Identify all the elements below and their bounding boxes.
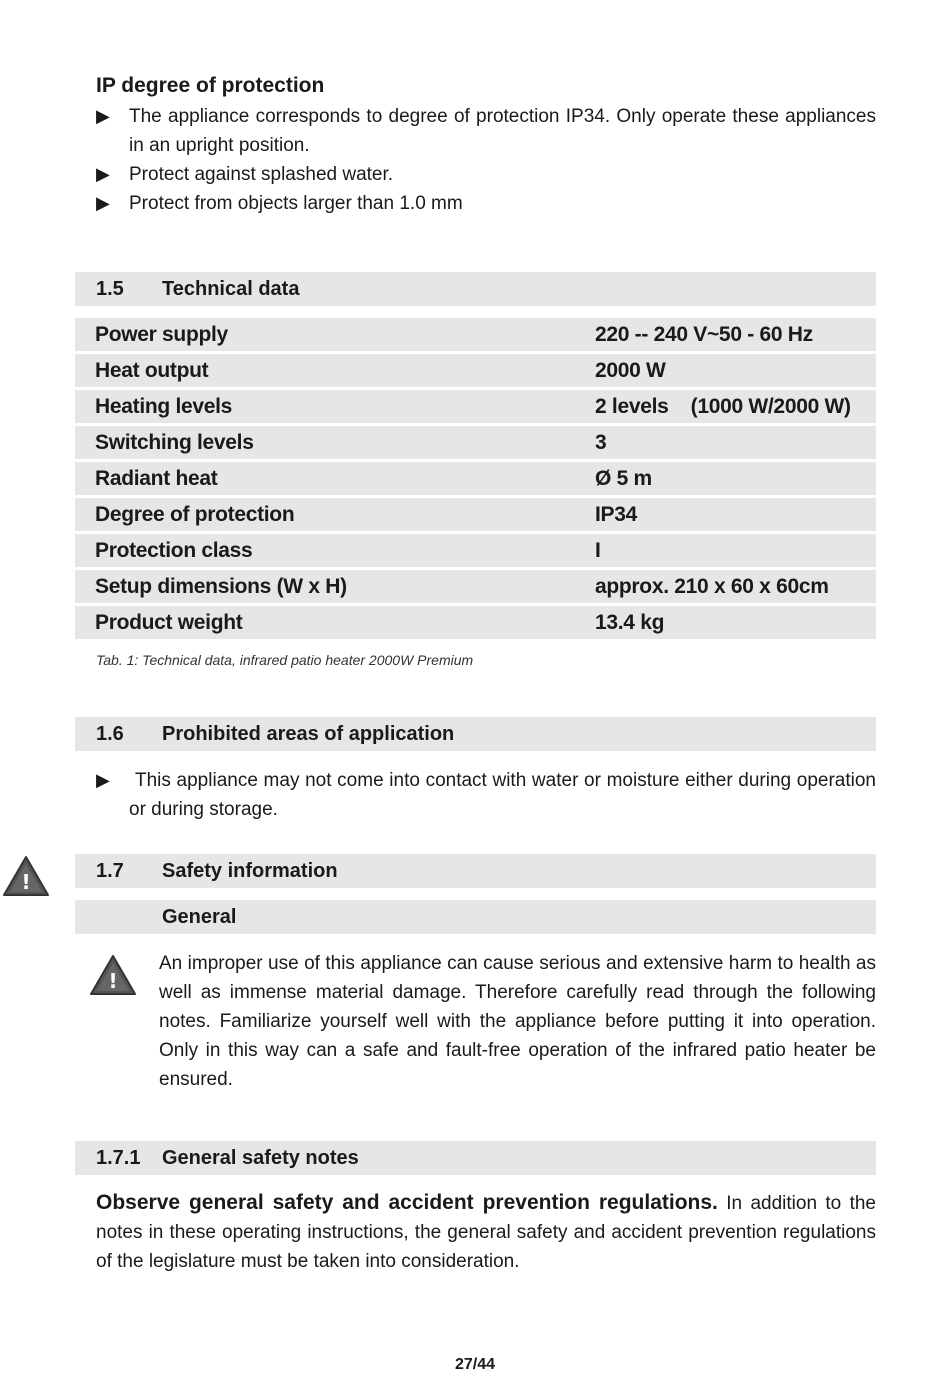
- row-value: IP34: [595, 503, 637, 526]
- arrow-right-icon: ▶: [96, 193, 110, 213]
- row-value: 13.4 kg: [595, 611, 665, 634]
- svg-text:!: !: [108, 969, 118, 993]
- arrow-right-icon: ▶: [96, 106, 110, 126]
- section-number: 1.7.1: [96, 1147, 141, 1169]
- warning-triangle-icon: [89, 954, 137, 996]
- ip-bullet-text: The appliance corresponds to degree of protection IP34. Only operate these appliances in an upright position.: [129, 106, 876, 156]
- ip-heading: IP degree of protection: [96, 74, 325, 97]
- section-title: Prohibited areas of application: [162, 723, 455, 745]
- ip-bullet-2: [96, 160, 876, 189]
- section-number: 1.7: [96, 860, 124, 882]
- row-value: 3: [595, 431, 607, 454]
- section-number: 1.6: [96, 723, 124, 745]
- row-value: Ø 5 m: [595, 467, 652, 490]
- warning-triangle-icon: [2, 855, 50, 897]
- table-row: [75, 606, 876, 639]
- section-title: General safety notes: [162, 1147, 359, 1169]
- section-header-1-6: [75, 717, 876, 751]
- ip-bullet-1: [96, 102, 876, 160]
- row-value: approx. 210 x 60 x 60cm: [595, 575, 829, 598]
- row-label: Product weight: [95, 611, 243, 634]
- table-row: [75, 462, 876, 495]
- section-header-1-5: [75, 272, 876, 306]
- subsection-header-general: [75, 900, 876, 934]
- table-row: [75, 534, 876, 567]
- row-value: 2 levels (1000 W/2000 W): [595, 395, 851, 418]
- row-label: Degree of protection: [95, 503, 295, 526]
- table-row: [75, 354, 876, 387]
- row-value: 2000 W: [595, 359, 666, 382]
- table-row: [75, 570, 876, 603]
- arrow-right-icon: ▶: [96, 770, 110, 790]
- table-row: [75, 426, 876, 459]
- page-number: 27/44: [454, 1356, 496, 1373]
- ip-bullet-3: [96, 189, 876, 218]
- row-value: I: [595, 539, 601, 562]
- safety-notes-paragraph: [96, 1188, 876, 1276]
- section-header-1-7: [75, 854, 876, 888]
- arrow-right-icon: ▶: [96, 164, 110, 184]
- warning-paragraph: An improper use of this appliance can cause serious and extensive harm to health as well as immense material damage. Therefore carefully read through the following notes. Familiarize yourself well with the appliance before putting it into operation. Only in this way can a safe and fault-free operation of the infrared patio heater be ensured.: [159, 953, 876, 1090]
- table-row: [75, 318, 876, 351]
- row-label: Heat output: [95, 359, 209, 382]
- ip-bullet-text: Protect against splashed water.: [129, 164, 394, 185]
- row-label: Protection class: [95, 539, 253, 562]
- subsection-title: General: [162, 906, 237, 928]
- row-value: 220 -- 240 V~50 - 60 Hz: [595, 323, 813, 346]
- row-label: Radiant heat: [95, 467, 218, 490]
- section-title: Technical data: [162, 278, 300, 300]
- table-row: [75, 390, 876, 423]
- section-number: 1.5: [96, 278, 124, 300]
- row-label: Switching levels: [95, 431, 254, 454]
- row-label: Power supply: [95, 323, 228, 346]
- safety-notes-lead: Observe general safety and accident prevention regulations.: [96, 1191, 718, 1214]
- ip-bullet-text: Protect from objects larger than 1.0 mm: [129, 193, 463, 214]
- prohibited-bullet: [96, 766, 876, 824]
- table-caption: Tab. 1: Technical data, infrared patio heater 2000W Premium: [96, 652, 474, 668]
- svg-text:!: !: [21, 870, 31, 894]
- row-label: Heating levels: [95, 395, 233, 418]
- row-label: Setup dimensions (W x H): [95, 575, 347, 598]
- section-title: Safety information: [162, 860, 338, 882]
- table-row: [75, 498, 876, 531]
- section-header-1-7-1: [75, 1141, 876, 1175]
- prohibited-bullet-text: This appliance may not come into contact with water or moisture either during operation or during storage.: [129, 770, 876, 820]
- safety-notes-text: In addition to the notes in these operating instructions, the general safety and accident prevention regulations of the legislature must be taken into consideration.: [96, 1193, 876, 1272]
